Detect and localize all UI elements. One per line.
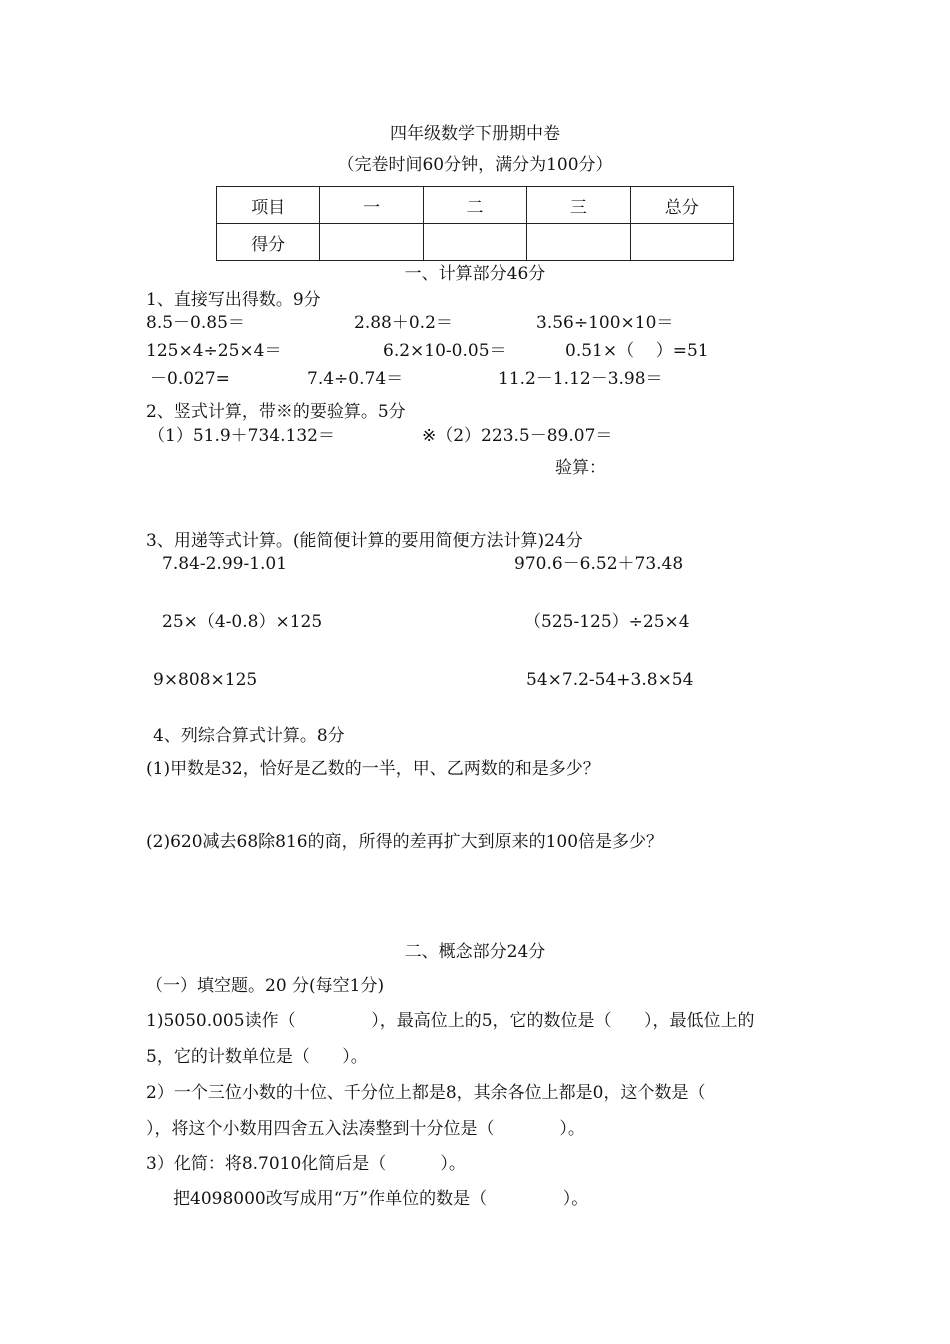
score-header-part2: 二 [423, 187, 526, 224]
score-row-label: 得分 [217, 224, 320, 261]
q3-expr: 54×7.2-54+3.8×54 [526, 670, 694, 690]
part1-heading: 一、计算部分46分 [404, 264, 546, 284]
q1-expr: 7.4÷0.74＝ [307, 369, 404, 389]
fill-blank-line: 把4098000改写成用“万”作单位的数是（ ）。 [173, 1189, 589, 1209]
score-cell [320, 224, 423, 261]
q2-item2: ※（2）223.5－89.07＝ [422, 426, 613, 446]
part2-heading: 二、概念部分24分 [404, 942, 546, 962]
q3-expr: 25×（4-0.8）×125 [162, 612, 323, 632]
q3-expr: 970.6－6.52＋73.48 [514, 554, 684, 574]
q1-title: 1、直接写出得数。9分 [146, 290, 321, 310]
page-title: 四年级数学下册期中卷 [390, 124, 560, 144]
q3-expr: 7.84-2.99-1.01 [162, 554, 288, 574]
q2-check-label: 验算： [555, 458, 606, 478]
q1-expr: 11.2－1.12－3.98＝ [498, 369, 663, 389]
score-cell [423, 224, 526, 261]
q1-expr: 6.2×10-0.05＝ [383, 341, 507, 361]
q3-expr: （525-125）÷25×4 [524, 612, 690, 632]
part2-sub-heading: （一）填空题。20 分(每空1分) [146, 976, 385, 996]
q1-expr: 0.51×（ ）=51 [565, 341, 709, 361]
score-header-total: 总分 [630, 187, 733, 224]
score-table [216, 186, 734, 261]
q3-title: 3、用递等式计算。(能简便计算的要用简便方法计算)24分 [146, 531, 583, 551]
score-header-part3: 三 [527, 187, 630, 224]
q3-expr: 9×808×125 [153, 670, 258, 690]
q2-title: 2、竖式计算，带※的要验算。5分 [146, 402, 406, 422]
q4-item2: (2)620减去68除816的商，所得的差再扩大到原来的100倍是多少？ [146, 832, 664, 852]
fill-blank-line: ），将这个小数用四舍五入法凑整到十分位是（ ）。 [146, 1119, 585, 1139]
q1-expr: 3.56÷100×10＝ [536, 313, 674, 333]
q1-expr: －0.027= [150, 369, 230, 389]
q4-item1: (1)甲数是32，恰好是乙数的一半，甲、乙两数的和是多少？ [146, 759, 600, 779]
fill-blank-line: 3）化简：将8.7010化简后是（ ）。 [146, 1154, 466, 1174]
page-subtitle: （完卷时间60分钟，满分为100分） [337, 155, 613, 175]
fill-blank-line: 2）一个三位小数的十位、千分位上都是8，其余各位上都是0，这个数是（ [146, 1083, 706, 1103]
score-header-part1: 一 [320, 187, 423, 224]
score-header-item: 项目 [217, 187, 320, 224]
q1-expr: 2.88＋0.2＝ [354, 313, 453, 333]
fill-blank-line: 5，它的计数单位是（ ）。 [146, 1047, 368, 1067]
score-cell [527, 224, 630, 261]
fill-blank-line: 1)5050.005读作（ ），最高位上的5，它的数位是（ ），最低位上的 [146, 1011, 755, 1031]
q4-title: 4、列综合算式计算。8分 [153, 726, 345, 746]
score-table-row [217, 224, 734, 261]
score-table-header-row [217, 187, 734, 224]
score-cell [630, 224, 733, 261]
q1-expr: 125×4÷25×4＝ [146, 341, 282, 361]
q2-item1: （1）51.9＋734.132＝ [148, 426, 335, 446]
q1-expr: 8.5－0.85＝ [146, 313, 245, 333]
